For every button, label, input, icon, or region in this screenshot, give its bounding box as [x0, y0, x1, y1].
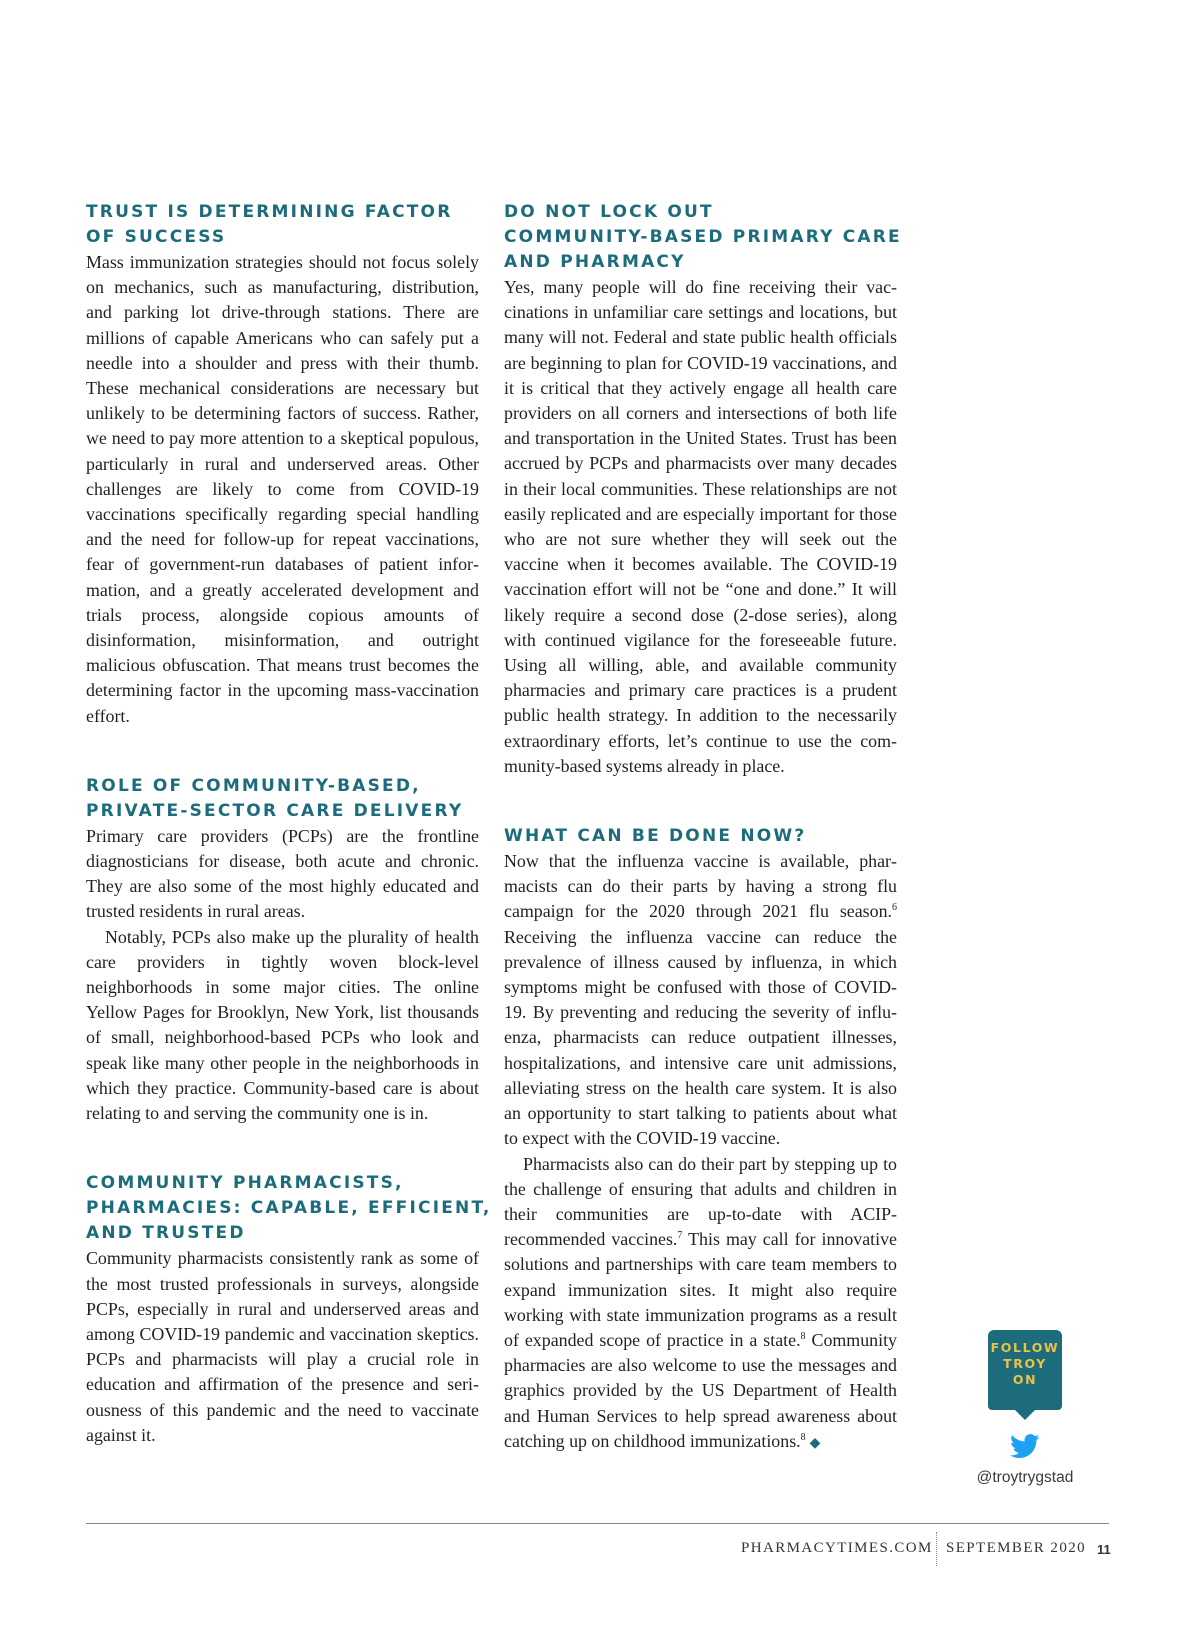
heading-line: TRUST IS DETERMINING FACTOR	[86, 202, 453, 222]
heading-line: AND PHARMACY	[504, 252, 686, 272]
footnote-ref: 8	[800, 1431, 806, 1443]
section-heading-role-of-community	[86, 774, 479, 824]
footer-site[interactable]: PHARMACYTIMES.COM	[741, 1540, 933, 1556]
twitter-handle[interactable]: @troytrygstad	[976, 1469, 1074, 1486]
heading-line: COMMUNITY-BASED PRIMARY CARE	[504, 227, 902, 247]
footer-date: SEPTEMBER 2020	[946, 1540, 1087, 1556]
footnote-ref: 6	[892, 902, 897, 914]
left-column	[86, 200, 492, 1448]
badge-line: ON	[1012, 1372, 1038, 1387]
section-heading-trust	[86, 200, 479, 250]
heading-line: PRIVATE-SECTOR CARE DELIVERY	[86, 800, 464, 821]
body-paragraph	[504, 1152, 897, 1456]
footnote-ref: 7	[677, 1230, 683, 1242]
section-heading-community-pharmacists	[86, 1171, 492, 1246]
text-run: Pharmacists also can do their part by stepping up to the challenge of ensuring that adults and children in their communities are up-to-date with ACIP-recommended vaccines.	[504, 1153, 897, 1250]
text-run: Community pharmacies are also welcome to use the messages and graphics provided by the US Department of Health and Human Services to help spread awareness about catching up on childhood immunizations.	[504, 1329, 897, 1451]
heading-line: COMMUNITY PHARMACISTS,	[86, 1173, 404, 1194]
text-run: Receiving the influenza vaccine can reduce the prevalence of illness caused by influenza, in which symptoms might be confused with those of COVID-19. By preventing and reducing the severity of influenza, pharmacists can reduce outpatient illnesses, hospitalizations, and intensive care unit admissions, alleviating stress on the health care system. It is also an opportunity to start talking to patients about what to expect with the COVID-19 vaccine.	[504, 926, 897, 1149]
body-paragraph: Yes, many people will do fine receiving their vaccinations in unfamiliar care settings and locations, but many will not. Federal and state public health officials are beginning to plan for COVID-19 vaccinations, and it is critical that they actively engage all health care providers on all corners and intersections of both life and transportation in the United States. Trust has been accrued by PCPs and pharmacists over many decades in their local communities. These relationships are not easily replicated and are especially important for those who are not sure whether they will seek out the vaccine when it becomes available. The COVID-19 vaccination effort will not be “one and done.” It will likely require a second dose (2-dose series), along with continued vigilance for the foreseeable future. Using all willing, able, and available community pharmacies and primary care practices is a prudent public health strategy. In addition to the necessarily extraordinary efforts, let’s continue to use the community-based systems already in place.	[504, 277, 897, 776]
footer-rule	[86, 1523, 1109, 1524]
body-paragraph	[504, 849, 897, 1151]
section-heading-what-can-be-done	[504, 824, 897, 849]
body-paragraph: Mass immunization strategies should not focus solely on mechanics, such as manufacturing, distribution, and parking lot drive-through stations. There are millions of capable Americans who can safely put a needle into a shoulder and press with their thumb. These mechanical considerations are necessary but unlikely to be determining factors of success. Rather, we need to pay more attention to a skeptical populous, particularly in rural and underserved areas. Other challenges are likely to come from COVID-19 vaccinations specifically regarding special handling and the need for follow-up for repeat vaccinations, fear of government-run databases of patient information, and a greatly accelerated development and trials process, alongside copious amounts of disinformation, misinformation, and outright malicious obfuscation. That means trust becomes the determining factor in the upcoming mass-vaccination effort.	[86, 252, 479, 726]
body-paragraph: Notably, PCPs also make up the plurality of health care providers in tightly woven block-level neighborhoods in some major cities. The online Yellow Pages for Brooklyn, New York, list thousands of small, neighborhood-based PCPs who look and speak like many other people in the neighborhoods in which they practice. Community-based care is about relating to and serving the community one is in.	[86, 926, 479, 1124]
badge-line: FOLLOW	[990, 1340, 1060, 1355]
follow-promo	[970, 1330, 1080, 1487]
heading-line: PHARMACIES: CAPABLE, EFFICIENT,	[86, 1198, 492, 1219]
page-number: 11	[1097, 1542, 1111, 1557]
body-paragraph: Community pharmacists consistently rank as some of the most trusted professionals in surveys, alongside PCPs, especially in rural and underserved areas and among COVID-19 pandemic and vaccination skeptics. PCPs and pharmacists will play a crucial role in education and affirmation of the presence and seriousness of this pandemic and the need to vaccinate against it.	[86, 1248, 479, 1445]
right-column	[504, 200, 902, 1456]
body-paragraph: Primary care providers (PCPs) are the frontline diagnosticians for disease, both acute and chronic. They are also some of the most highly educated and trusted residents in rural areas.	[86, 825, 479, 922]
footnote-ref: 8	[800, 1330, 806, 1342]
heading-line: WHAT CAN BE DONE NOW?	[504, 826, 807, 847]
heading-line: OF SUCCESS	[86, 227, 227, 247]
follow-badge[interactable]	[988, 1330, 1062, 1410]
heading-line: ROLE OF COMMUNITY-BASED,	[86, 775, 421, 796]
twitter-bird-icon[interactable]	[1010, 1434, 1040, 1459]
badge-line: TROY	[1003, 1356, 1047, 1371]
text-run: This may call for innovative solutions and partnerships with care team members to expand immunization sites. It might also require working with state immunization programs as a result of expanded scope of practice in a state.	[504, 1229, 897, 1350]
section-heading-do-not-lock-out	[504, 200, 902, 275]
heading-line: AND TRUSTED	[86, 1223, 246, 1244]
end-of-article-diamond-icon: ◆	[809, 1435, 821, 1451]
footer-divider	[936, 1532, 937, 1566]
text-run: Now that the influenza vaccine is available, pharmacists can do their parts by having a strong flu campaign for the 2020 through 2021 flu season.	[504, 851, 897, 922]
heading-line: DO NOT LOCK OUT	[504, 202, 714, 222]
